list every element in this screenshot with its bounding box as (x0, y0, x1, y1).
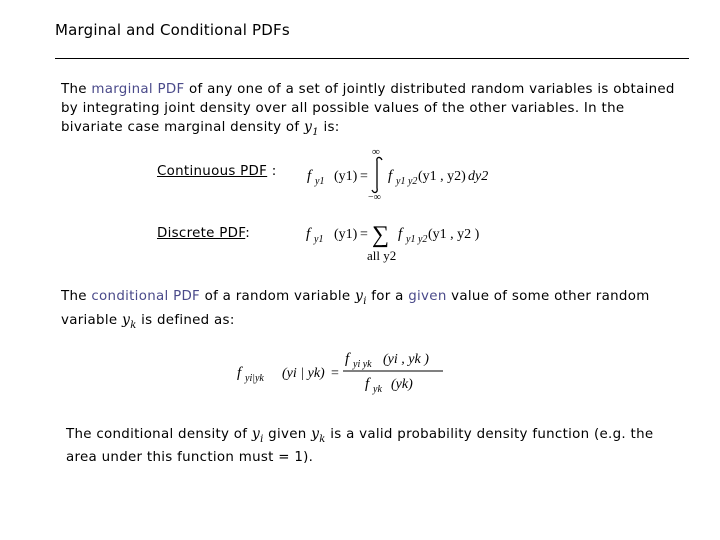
formula-f: f (237, 365, 242, 381)
cond-text: The (61, 289, 92, 304)
numerator-args: (yi , yk ) (383, 352, 429, 367)
formula-eq: = (360, 169, 368, 184)
conditional-pdf-term: conditional PDF (91, 289, 201, 304)
formula-f: f (388, 168, 393, 184)
var-yk: $y_k$ (311, 426, 326, 445)
cond-text: variable (61, 313, 122, 329)
var-y1: $y_1$ (304, 119, 319, 138)
integral-lower-limit: −∞ (368, 192, 381, 203)
intro-text: by integrating joint density over all possible values of the other variables. In the (61, 100, 625, 116)
formula-eq: = (360, 227, 368, 242)
formula-eq: = (331, 366, 339, 381)
closing-text: given (263, 427, 312, 442)
discrete-marginal-formula (300, 214, 500, 264)
formula-args: (yi | yk) (282, 366, 325, 381)
formula-f: f (307, 168, 312, 184)
integral-sign (372, 157, 382, 192)
marginal-pdf-term: marginal PDF (91, 82, 185, 97)
summation-sign: ∑ (372, 222, 390, 248)
integral-upper-limit: ∞ (372, 146, 380, 158)
cond-text: for a (366, 289, 409, 304)
cond-text: value of some other random (446, 289, 650, 304)
var-yk: $y_k$ (121, 312, 137, 332)
formula-sub: y1 y2 (406, 234, 428, 245)
closing-text: area under this function must = 1). (66, 450, 314, 466)
title-divider (55, 58, 689, 59)
formula-sub: y1 y2 (396, 176, 418, 187)
denominator-args: (yk) (391, 377, 413, 392)
closing-paragraph (66, 425, 653, 468)
formula-sub: y1 (315, 176, 325, 187)
closing-text: The conditional density of (66, 427, 252, 442)
continuous-pdf-label: Continuous PDF : (157, 164, 277, 179)
formula-f: f (306, 226, 311, 242)
summation-index: all y2 (367, 248, 397, 263)
denominator-f: f (365, 376, 370, 392)
numerator-sub: yi yk (353, 359, 372, 370)
conditional-density-formula (235, 348, 455, 398)
intro-text: is: (318, 120, 340, 135)
denominator-sub: yk (373, 384, 382, 395)
formula-f: f (398, 226, 403, 242)
closing-text: is a valid probability density function (e.g. the (325, 427, 654, 442)
intro-text: bivariate case marginal density of (61, 120, 304, 135)
formula-args: (y1 , y2) (418, 169, 466, 184)
page-title: Marginal and Conditional PDFs (55, 21, 290, 39)
intro-text: The (61, 82, 92, 97)
formula-dy: dy2 (468, 169, 489, 184)
discrete-pdf-label: Discrete PDF: (157, 226, 251, 241)
given-term: given (408, 289, 447, 304)
formula-args: (y1 , y2 ) (428, 227, 480, 242)
formula-arg: (y1) (334, 169, 358, 184)
var-yi: $y_i$ (251, 426, 264, 445)
formula-sub: y1 (314, 234, 324, 245)
numerator-f: f (345, 351, 350, 367)
conditional-intro-paragraph (61, 287, 650, 336)
formula-arg: (y1) (334, 227, 358, 242)
formula-sub: yi|yk (245, 373, 264, 384)
cond-text: is defined as: (136, 313, 235, 329)
intro-text: of any one of a set of jointly distributed random variables is obtained (184, 82, 675, 97)
cond-text: of a random variable (200, 289, 356, 304)
continuous-marginal-formula (300, 146, 500, 204)
marginal-intro-paragraph (61, 81, 675, 142)
var-yi: $y_i$ (355, 288, 367, 307)
